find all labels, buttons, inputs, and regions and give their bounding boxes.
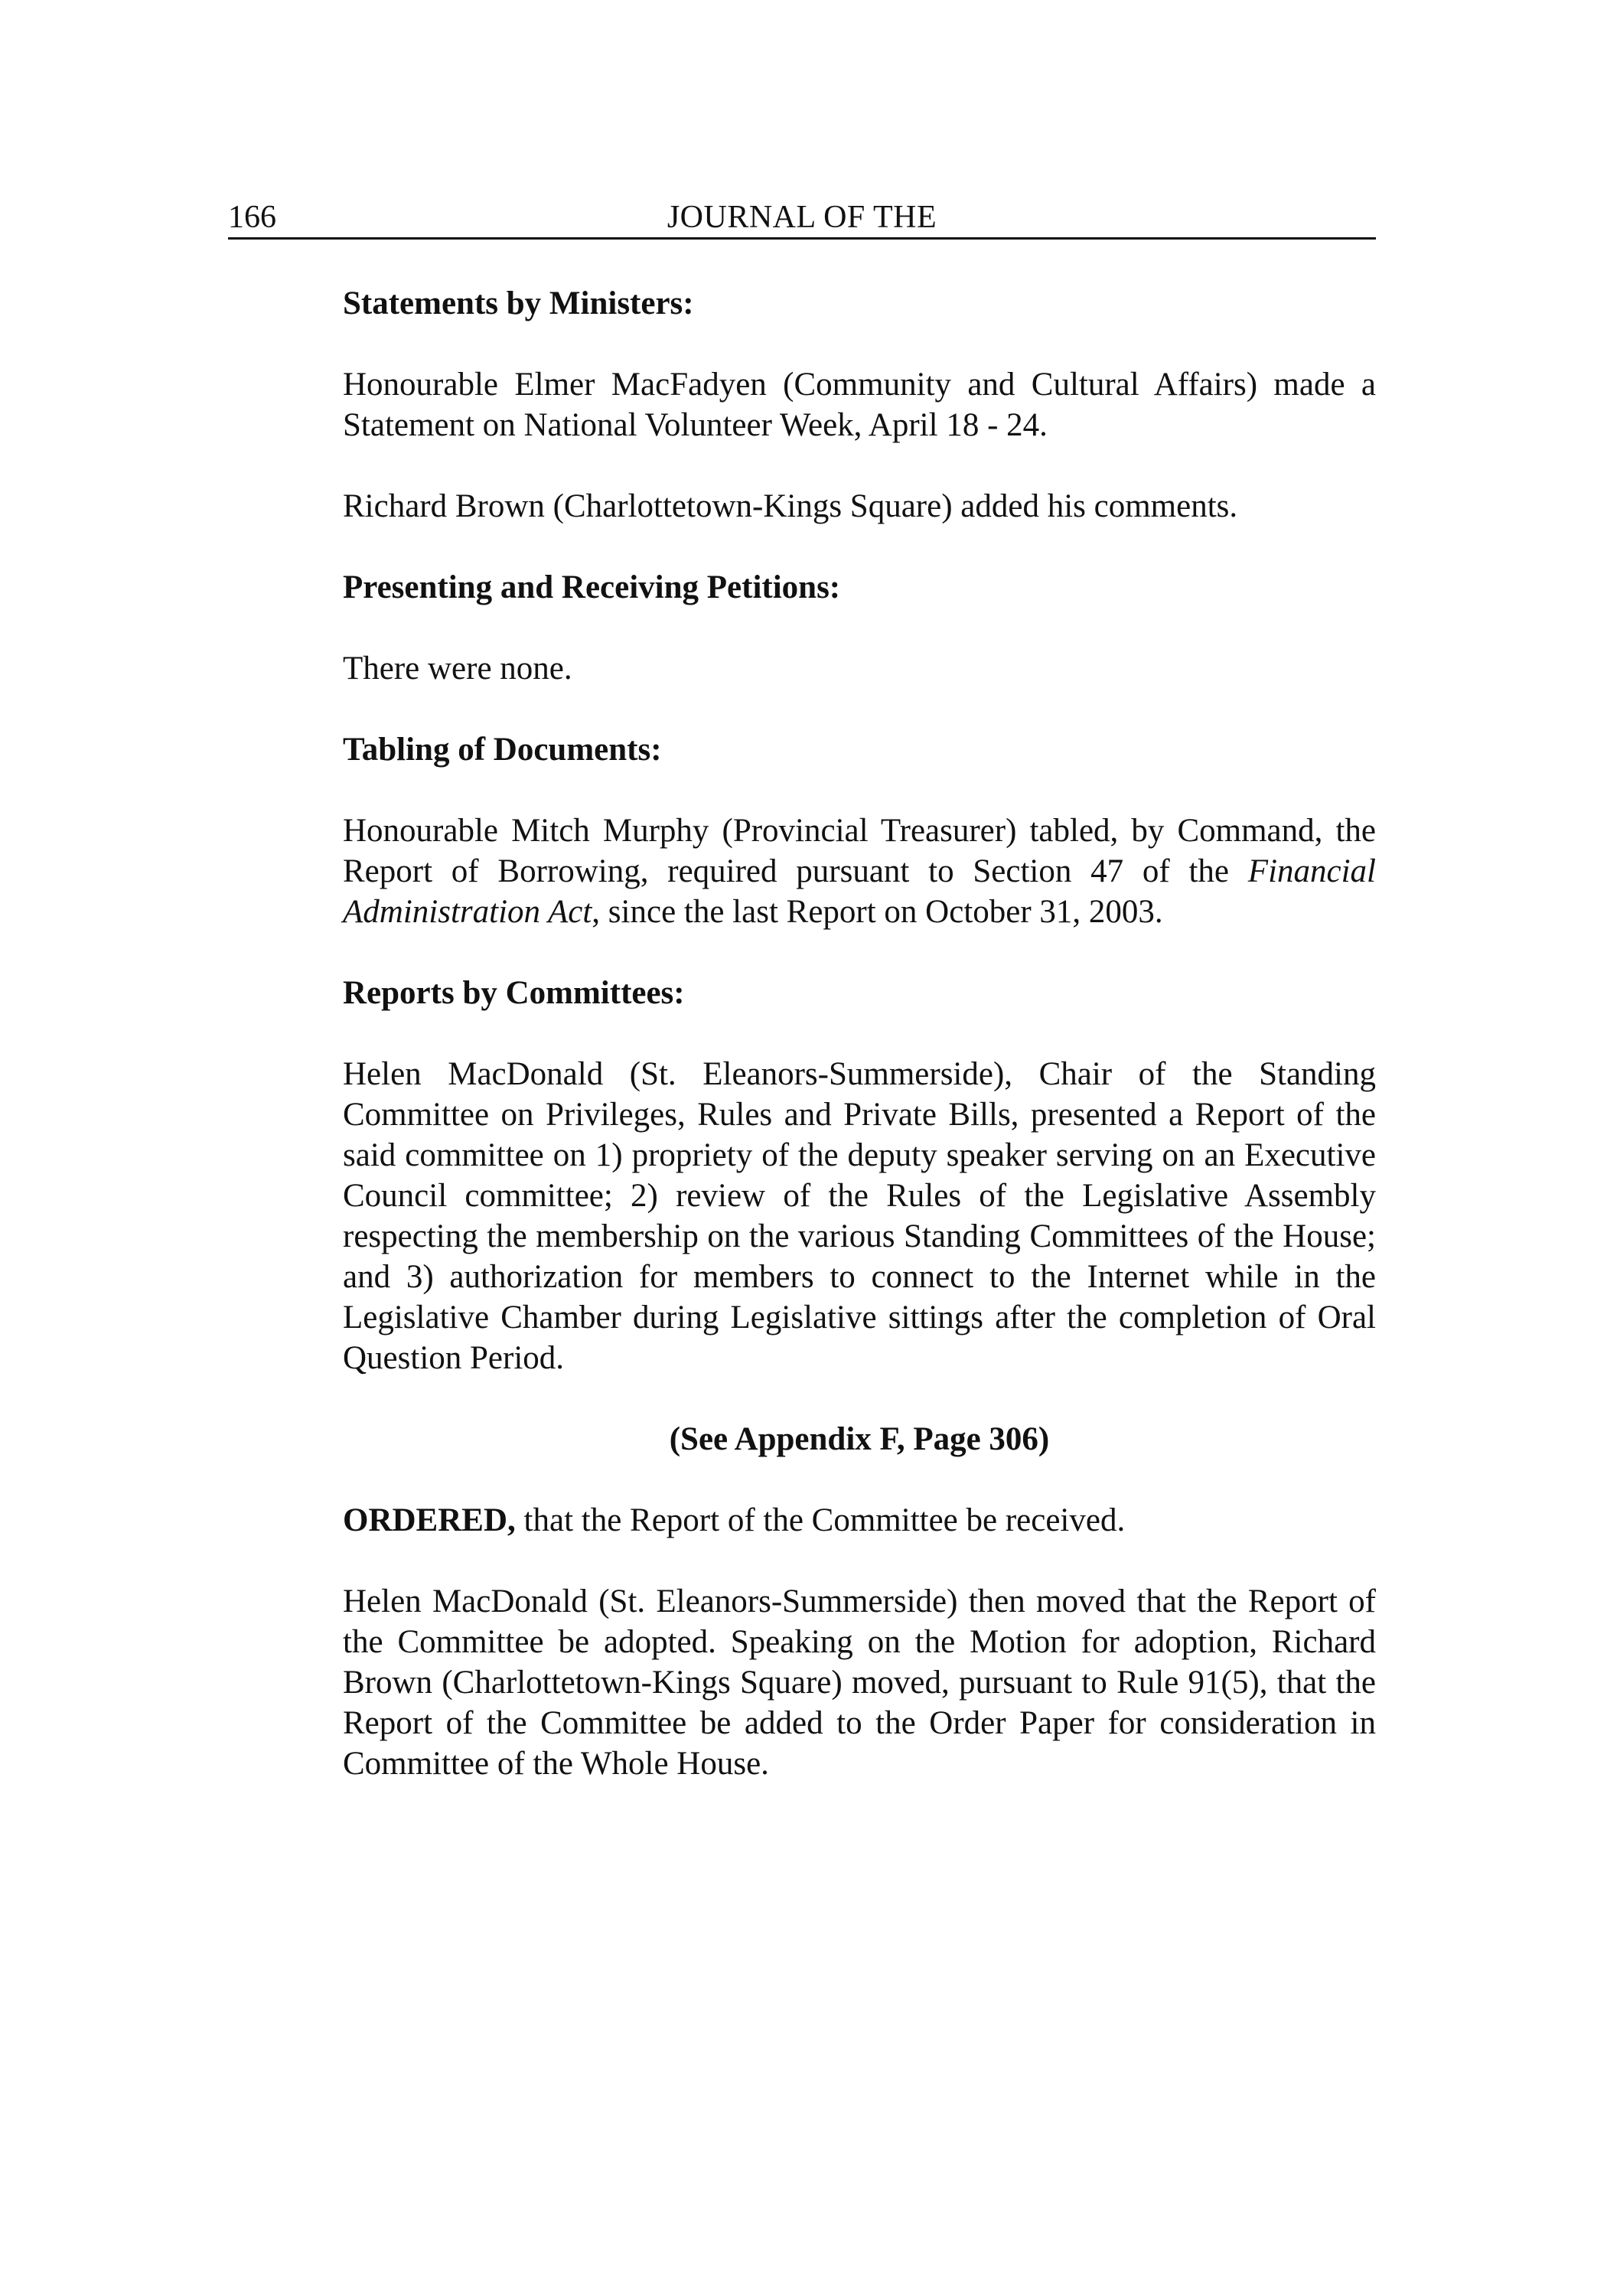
statements-paragraph-2: Richard Brown (Charlottetown-Kings Square) added his comments.	[343, 488, 1238, 524]
page-number: 166	[228, 200, 276, 235]
committees-paragraph-2: Helen MacDonald (St. Eleanors-Summerside) then moved that the Report of the Committee be adopted. Speaking on the Motion for adoption, Richard Brown (Charlottetown-Kings Square) moved, pursuant to Rule 91(5), that the Report of the Committee be added to the Order Paper for consideration in Committee of the Whole House.	[343, 1583, 1376, 1782]
section-heading-tabling: Tabling of Documents:	[343, 732, 662, 768]
tabling-text-start: Honourable Mitch Murphy (Provincial Treasurer) tabled, by Command, the Report of Borrowing, required pursuant to Section 47 of the	[343, 813, 1376, 889]
running-title: JOURNAL OF THE	[667, 200, 937, 235]
section-heading-petitions: Presenting and Receiving Petitions:	[343, 569, 841, 605]
running-head	[228, 197, 1376, 240]
ordered-label: ORDERED,	[343, 1502, 516, 1538]
petitions-paragraph: There were none.	[343, 651, 572, 687]
ordered-paragraph	[343, 1500, 1376, 1541]
committees-paragraph-1: Helen MacDonald (St. Eleanors-Summerside), Chair of the Standing Committee on Privileges, Rules and Private Bills, presented a Report of the said committee on 1) propriety of the deputy speaker serving on an Executive Council committee; 2) review of the Rules of the Legislative Assembly respecting the membership on the various Standing Committees of the House; and 3) authorization for members to connect to the Internet while in the Legislative Chamber during Legislative sittings after the completion of Oral Question Period.	[343, 1056, 1376, 1376]
tabling-paragraph	[343, 810, 1376, 932]
page-body	[343, 283, 1376, 1825]
statements-paragraph-1: Honourable Elmer MacFadyen (Community and Cultural Affairs) made a Statement on National Volunteer Week, April 18 - 24.	[343, 367, 1376, 443]
section-heading-committees: Reports by Committees:	[343, 975, 685, 1011]
tabling-text-end: , since the last Report on October 31, 2003.	[592, 894, 1163, 930]
act-title: Financial Administration Act	[343, 853, 1376, 930]
appendix-reference: (See Appendix F, Page 306)	[669, 1421, 1050, 1457]
section-heading-statements: Statements by Ministers:	[343, 285, 694, 321]
ordered-text: that the Report of the Committee be received.	[515, 1502, 1126, 1538]
